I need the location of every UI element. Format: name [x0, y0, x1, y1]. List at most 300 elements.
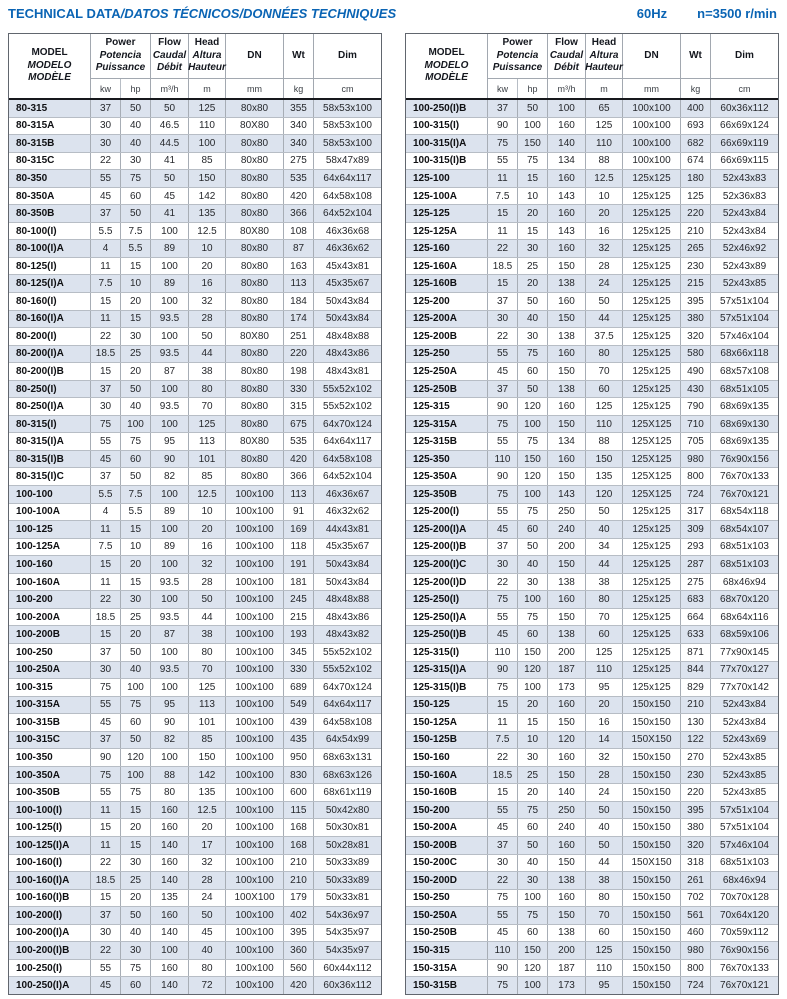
flow-cell: 93.5 — [151, 346, 189, 363]
dim-cell: 68x57x108 — [720, 365, 769, 377]
kw-cell: 55 — [91, 697, 121, 714]
model-cell: 80-250(I)A — [9, 398, 91, 415]
flow-cell: 93.5 — [151, 574, 189, 591]
table-row — [406, 467, 778, 485]
head-label-es: Altura — [192, 49, 222, 61]
kw-cell: 15 — [488, 784, 518, 801]
wt-cell: 693 — [681, 118, 711, 135]
table-row — [9, 204, 381, 222]
kw-cell: 37 — [488, 381, 518, 398]
dn-cell: 80X80 — [226, 328, 284, 345]
dim-cell: 52x43x85 — [722, 769, 767, 781]
head-cell: 50 — [586, 837, 623, 854]
table-row — [9, 257, 381, 275]
table-row — [406, 766, 778, 784]
flow-cell: 140 — [151, 872, 189, 889]
dn-cell: 100x100 — [226, 802, 284, 819]
flow-cell: 138 — [548, 275, 586, 292]
dim-cell: 50x33x81 — [325, 892, 370, 904]
dn-cell: 125x125 — [623, 293, 681, 310]
hp-cell: 30 — [518, 749, 548, 766]
dn-cell: 150X150 — [623, 855, 681, 872]
model-cell: 100-250(I)B — [406, 100, 488, 117]
dim-cell: 77x70x127 — [720, 664, 769, 676]
dim-cell: 58x53x100 — [323, 102, 372, 114]
wt-cell: 980 — [681, 942, 711, 959]
head-cell: 12.5 — [189, 486, 226, 503]
kw-cell: 37 — [488, 539, 518, 556]
model-cell: 125-160B — [406, 275, 488, 292]
dim-cell: 68x51x103 — [720, 541, 769, 553]
model-cell: 150-315B — [406, 977, 488, 994]
dim-cell: 55x52x102 — [323, 646, 372, 658]
dn-cell: 100x100 — [226, 679, 284, 696]
kw-cell: 75 — [488, 591, 518, 608]
tables-container — [8, 33, 779, 995]
dim-cell: 46x36x62 — [325, 243, 370, 255]
dim-label: Dim — [338, 49, 357, 61]
dim-cell: 68x69x135 — [720, 436, 769, 448]
dim-cell: 76x70x121 — [720, 488, 769, 500]
hp-cell: 10 — [518, 188, 548, 205]
col-header-power — [91, 34, 151, 98]
dn-cell: 100x100 — [226, 714, 284, 731]
flow-cell: 150 — [548, 907, 586, 924]
unit-head: m — [600, 83, 608, 94]
flow-cell: 173 — [548, 679, 586, 696]
hp-cell: 20 — [121, 293, 151, 310]
dim-cell: 52x43x84 — [722, 699, 767, 711]
hp-cell: 20 — [121, 363, 151, 380]
wt-cell: 180 — [681, 170, 711, 187]
flow-cell: 41 — [151, 153, 189, 170]
wt-cell: 710 — [681, 416, 711, 433]
head-cell: 80 — [189, 960, 226, 977]
dn-cell: 100x100 — [623, 153, 681, 170]
dim-cell: 66x69x115 — [720, 155, 769, 167]
hp-cell: 100 — [518, 890, 548, 907]
model-cell: 100-125A — [9, 539, 91, 556]
table-row — [406, 661, 778, 679]
dn-cell: 150x150 — [623, 697, 681, 714]
dn-cell: 125x125 — [623, 258, 681, 275]
dim-cell: 64x58x108 — [323, 190, 372, 202]
dim-cell: 68x61x119 — [323, 787, 372, 799]
head-cell: 85 — [189, 732, 226, 749]
flow-cell: 160 — [548, 837, 586, 854]
table-row — [406, 520, 778, 538]
dim-cell: 68x46x94 — [722, 874, 767, 886]
dim-cell: 58x47x89 — [325, 155, 370, 167]
flow-cell: 160 — [151, 907, 189, 924]
model-cell: 125-250(I)A — [406, 609, 488, 626]
wt-cell: 220 — [681, 205, 711, 222]
dn-cell: 125x125 — [623, 381, 681, 398]
head-cell: 17 — [189, 837, 226, 854]
flow-cell: 100 — [151, 416, 189, 433]
dn-cell: 125x125 — [623, 662, 681, 679]
flow-cell: 150 — [548, 714, 586, 731]
flow-label-fr: Débit — [157, 62, 182, 74]
wt-cell: 355 — [284, 100, 314, 117]
head-cell: 50 — [586, 504, 623, 521]
hp-cell: 15 — [121, 837, 151, 854]
dim-cell: 45x35x67 — [325, 278, 370, 290]
dim-cell: 64x52x104 — [323, 471, 372, 483]
dn-cell: 150x150 — [623, 925, 681, 942]
dim-cell: 55x52x102 — [323, 401, 372, 413]
unit-kw: kw — [497, 83, 508, 94]
hp-cell: 15 — [518, 170, 548, 187]
flow-cell: 93.5 — [151, 609, 189, 626]
head-cell: 28 — [586, 767, 623, 784]
dn-cell: 125x125 — [623, 644, 681, 661]
flow-cell: 160 — [548, 591, 586, 608]
dn-cell: 100x100 — [226, 977, 284, 994]
frequency-label: 60Hz — [636, 6, 668, 21]
head-cell: 70 — [586, 907, 623, 924]
dim-cell: 52x43x84 — [722, 716, 767, 728]
wt-cell: 366 — [284, 468, 314, 485]
flow-cell: 100 — [151, 223, 189, 240]
kw-cell: 110 — [488, 451, 518, 468]
hp-cell: 15 — [121, 521, 151, 538]
flow-cell: 160 — [548, 890, 586, 907]
dim-cell: 64x64x117 — [323, 172, 372, 184]
hp-cell: 60 — [518, 626, 548, 643]
dim-cell: 44x43x81 — [325, 523, 370, 535]
model-cell: 80-160(I)A — [9, 311, 91, 328]
head-cell: 10 — [189, 240, 226, 257]
head-cell: 125 — [586, 942, 623, 959]
wt-cell: 360 — [284, 942, 314, 959]
model-cell: 150-200 — [406, 802, 488, 819]
head-cell: 110 — [586, 416, 623, 433]
head-cell: 110 — [586, 960, 623, 977]
head-cell: 80 — [586, 890, 623, 907]
flow-cell: 41 — [151, 205, 189, 222]
dn-cell: 125x125 — [623, 679, 681, 696]
unit-wt: kg — [293, 83, 304, 94]
model-cell: 80-250(I) — [9, 381, 91, 398]
kw-cell: 90 — [488, 468, 518, 485]
table-row — [406, 327, 778, 345]
table-row — [9, 608, 381, 626]
kw-cell: 22 — [488, 328, 518, 345]
wt-cell: 315 — [284, 398, 314, 415]
dn-cell: 100x100 — [226, 855, 284, 872]
hp-cell: 15 — [121, 802, 151, 819]
head-cell: 101 — [189, 714, 226, 731]
flow-cell: 143 — [548, 188, 586, 205]
model-cell: 80-315A — [9, 118, 91, 135]
dim-cell: 48x43x86 — [325, 348, 370, 360]
kw-cell: 15 — [91, 293, 121, 310]
dn-cell: 125X125 — [623, 433, 681, 450]
dim-cell: 48x43x82 — [325, 629, 370, 641]
model-cell: 150-200A — [406, 819, 488, 836]
wt-cell: 245 — [284, 591, 314, 608]
kw-cell: 45 — [488, 819, 518, 836]
table-row — [9, 783, 381, 801]
flow-cell: 200 — [548, 539, 586, 556]
kw-cell: 75 — [488, 486, 518, 503]
kw-cell: 11 — [488, 170, 518, 187]
head-cell: 60 — [586, 381, 623, 398]
wt-cell: 169 — [284, 521, 314, 538]
model-cell: 100-125(I)A — [9, 837, 91, 854]
dn-cell: 80x80 — [226, 398, 284, 415]
unit-head: m — [203, 83, 211, 94]
kw-cell: 55 — [488, 802, 518, 819]
table-row — [406, 345, 778, 363]
table-row — [9, 152, 381, 170]
model-cell: 125-315(I)B — [406, 679, 488, 696]
table-row — [406, 871, 778, 889]
table-row — [9, 362, 381, 380]
dim-cell: 76x70x133 — [720, 962, 769, 974]
kw-cell: 15 — [488, 697, 518, 714]
dn-cell: 125x125 — [623, 591, 681, 608]
head-cell: 44 — [586, 556, 623, 573]
flow-cell: 100 — [151, 749, 189, 766]
table-row — [9, 748, 381, 766]
kw-cell: 22 — [91, 942, 121, 959]
kw-cell: 55 — [488, 609, 518, 626]
flow-cell: 100 — [151, 556, 189, 573]
dn-cell: 100x100 — [623, 135, 681, 152]
wt-cell: 435 — [284, 732, 314, 749]
hp-cell: 100 — [518, 591, 548, 608]
model-label-es: MODELO — [424, 59, 469, 71]
head-cell: 44 — [189, 609, 226, 626]
kw-cell: 7.5 — [91, 539, 121, 556]
wt-cell: 561 — [681, 907, 711, 924]
dn-cell: 150x150 — [623, 872, 681, 889]
dim-cell: 66x69x119 — [720, 137, 769, 149]
dim-cell: 68x51x103 — [720, 857, 769, 869]
dn-cell: 150x150 — [623, 942, 681, 959]
model-cell: 100-160(I)A — [9, 872, 91, 889]
table-row — [9, 906, 381, 924]
flow-cell: 160 — [548, 749, 586, 766]
dn-label: DN — [644, 49, 659, 61]
head-cell: 28 — [189, 574, 226, 591]
wt-cell: 191 — [284, 556, 314, 573]
head-cell: 120 — [586, 486, 623, 503]
flow-cell: 150 — [548, 468, 586, 485]
col-header-dim — [314, 34, 381, 98]
dim-cell: 64x52x104 — [323, 208, 372, 220]
kw-cell: 37 — [488, 293, 518, 310]
model-cell: 150-200D — [406, 872, 488, 889]
hp-cell: 120 — [518, 960, 548, 977]
power-label-en: Power — [502, 37, 533, 49]
head-cell: 100 — [189, 135, 226, 152]
wt-cell: 430 — [681, 381, 711, 398]
dim-cell: 64x64x117 — [323, 699, 372, 711]
unit-dim: cm — [341, 83, 354, 94]
wt-cell: 122 — [681, 732, 711, 749]
hp-cell: 10 — [121, 275, 151, 292]
kw-cell: 37 — [91, 381, 121, 398]
flow-cell: 87 — [151, 363, 189, 380]
model-cell: 100-200A — [9, 609, 91, 626]
head-label-es: Altura — [589, 49, 619, 61]
kw-cell: 75 — [488, 679, 518, 696]
kw-cell: 18.5 — [488, 258, 518, 275]
head-cell: 150 — [189, 749, 226, 766]
table-header — [9, 34, 381, 100]
kw-cell: 30 — [488, 556, 518, 573]
flow-cell: 90 — [151, 714, 189, 731]
dn-cell: 100x100 — [226, 539, 284, 556]
table-row — [406, 134, 778, 152]
flow-cell: 45 — [151, 188, 189, 205]
head-cell: 38 — [586, 574, 623, 591]
head-cell: 44 — [189, 346, 226, 363]
model-cell: 125-200(I)C — [406, 556, 488, 573]
wt-cell: 108 — [284, 223, 314, 240]
table-row — [9, 117, 381, 135]
table-row — [9, 485, 381, 503]
head-cell: 32 — [189, 293, 226, 310]
head-cell: 142 — [189, 188, 226, 205]
kw-cell: 18.5 — [488, 767, 518, 784]
hp-cell: 100 — [518, 118, 548, 135]
wt-cell: 210 — [284, 855, 314, 872]
table-row — [9, 415, 381, 433]
table-row — [406, 152, 778, 170]
model-cell: 125-250 — [406, 346, 488, 363]
dn-cell: 125x125 — [623, 346, 681, 363]
flow-cell: 173 — [548, 977, 586, 994]
dn-cell: 150x150 — [623, 837, 681, 854]
kw-cell: 90 — [488, 662, 518, 679]
unit-flow: m³/h — [557, 83, 576, 94]
table-row — [9, 801, 381, 819]
dim-cell: 50x30x81 — [325, 822, 370, 834]
flow-cell: 160 — [151, 819, 189, 836]
technical-data-table-left — [8, 33, 382, 995]
wt-cell: 230 — [681, 258, 711, 275]
model-cell: 100-350B — [9, 784, 91, 801]
kw-cell: 11 — [91, 574, 121, 591]
dim-cell: 46x36x68 — [325, 225, 370, 237]
wt-cell: 230 — [681, 767, 711, 784]
flow-cell: 100 — [151, 591, 189, 608]
model-cell: 100-125 — [9, 521, 91, 538]
table-row — [9, 345, 381, 363]
table-row — [9, 625, 381, 643]
wt-cell: 287 — [681, 556, 711, 573]
model-cell: 150-125A — [406, 714, 488, 731]
dn-cell: 125x125 — [623, 626, 681, 643]
head-cell: 50 — [586, 802, 623, 819]
wt-cell: 198 — [284, 363, 314, 380]
wt-cell: 174 — [284, 311, 314, 328]
flow-cell: 138 — [548, 574, 586, 591]
dn-cell: 80X80 — [226, 223, 284, 240]
wt-cell: 800 — [681, 960, 711, 977]
dn-cell: 80x80 — [226, 346, 284, 363]
model-cell: 150-250 — [406, 890, 488, 907]
kw-cell: 30 — [91, 662, 121, 679]
dim-cell: 52x43x69 — [722, 734, 767, 746]
model-cell: 80-160(I) — [9, 293, 91, 310]
flow-cell: 150 — [548, 416, 586, 433]
kw-cell: 90 — [488, 960, 518, 977]
wt-cell: 844 — [681, 662, 711, 679]
table-row — [9, 222, 381, 240]
col-header-flow — [151, 34, 189, 98]
table-row — [9, 854, 381, 872]
model-cell: 100-350 — [9, 749, 91, 766]
flow-label-es: Caudal — [549, 49, 584, 61]
hp-cell: 20 — [121, 890, 151, 907]
kw-cell: 45 — [488, 521, 518, 538]
wt-cell: 664 — [681, 609, 711, 626]
kw-cell: 22 — [488, 574, 518, 591]
head-cell: 50 — [189, 328, 226, 345]
wt-cell: 261 — [681, 872, 711, 889]
head-label-fr: Hauteur — [585, 62, 623, 74]
head-cell: 28 — [189, 311, 226, 328]
dn-cell: 80x80 — [226, 381, 284, 398]
dim-cell: 58x53x100 — [323, 120, 372, 132]
table-row — [9, 239, 381, 257]
dn-cell: 100x100 — [226, 486, 284, 503]
dn-cell: 100x100 — [226, 960, 284, 977]
head-cell: 14 — [586, 732, 623, 749]
flow-cell: 138 — [548, 626, 586, 643]
wt-cell: 210 — [681, 223, 711, 240]
power-label-fr: Puissance — [95, 62, 146, 74]
dn-cell: 125x125 — [623, 363, 681, 380]
kw-cell: 90 — [488, 398, 518, 415]
flow-cell: 140 — [151, 925, 189, 942]
kw-cell: 75 — [488, 416, 518, 433]
unit-dn: mm — [247, 83, 262, 94]
kw-cell: 18.5 — [91, 346, 121, 363]
hp-cell: 40 — [518, 556, 548, 573]
dim-cell: 57x46x104 — [720, 330, 769, 342]
model-cell: 125-200 — [406, 293, 488, 310]
flow-label-en: Flow — [158, 37, 181, 49]
flow-cell: 240 — [548, 819, 586, 836]
flow-cell: 90 — [151, 451, 189, 468]
dim-cell: 76x90x156 — [720, 453, 769, 465]
dn-cell: 125x125 — [623, 328, 681, 345]
wt-cell: 560 — [284, 960, 314, 977]
dim-cell: 48x43x81 — [325, 365, 370, 377]
kw-cell: 30 — [91, 135, 121, 152]
hp-cell: 25 — [121, 609, 151, 626]
kw-cell: 45 — [488, 925, 518, 942]
head-cell: 44 — [586, 855, 623, 872]
flow-cell: 150 — [548, 767, 586, 784]
wt-cell: 330 — [284, 381, 314, 398]
wt-cell: 366 — [284, 205, 314, 222]
flow-cell: 138 — [548, 381, 586, 398]
dim-cell: 52x43x84 — [722, 225, 767, 237]
dim-label: Dim — [735, 49, 754, 61]
model-cell: 100-100(I) — [9, 802, 91, 819]
hp-cell: 30 — [121, 942, 151, 959]
hp-cell: 20 — [121, 819, 151, 836]
kw-cell: 30 — [488, 311, 518, 328]
table-row — [406, 292, 778, 310]
